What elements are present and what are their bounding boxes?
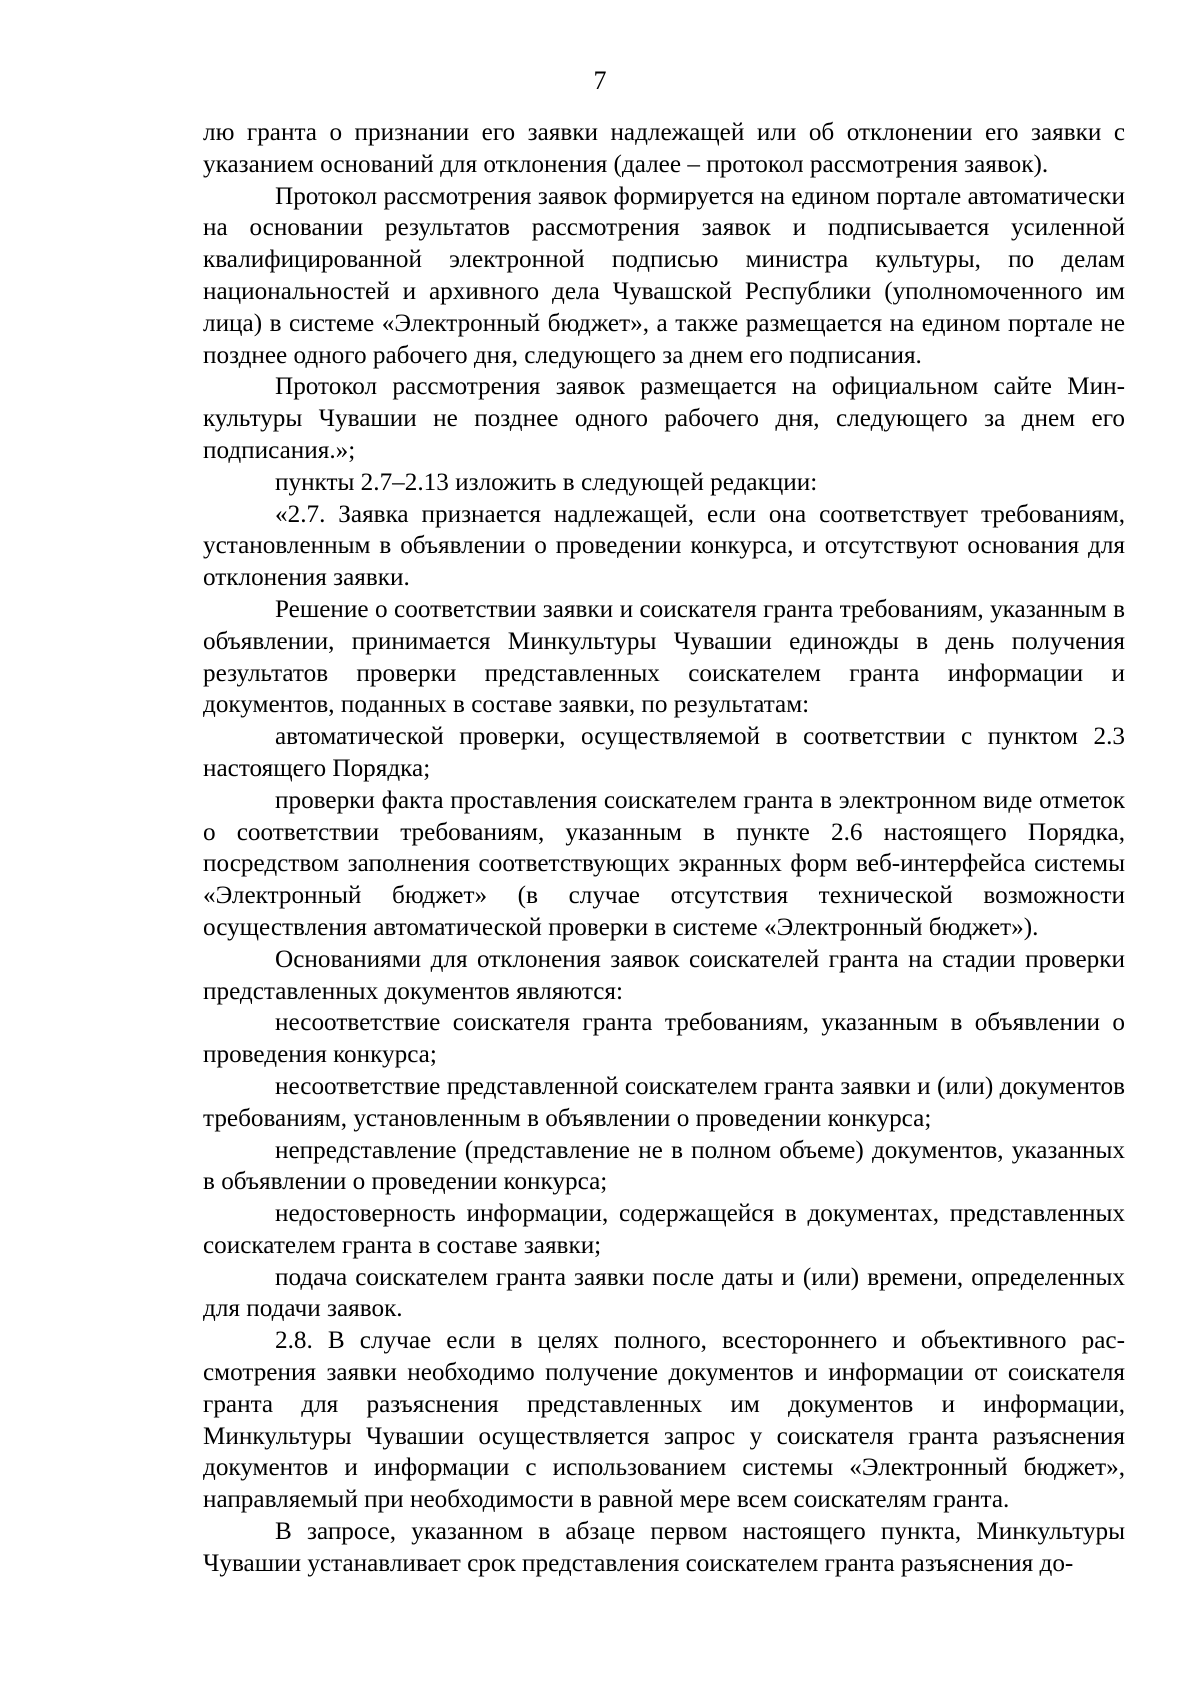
paragraph: несоответствие соискателя гранта требованиям, указанным в объявлении о проведения конкурса; — [203, 1009, 1125, 1069]
paragraph: Протокол рассмотрения заявок формируется на едином портале автоматически на основании результатов рассмотрения заявок и подписывается усиленной квалифицированной электронной подписью министра культуры, по делам национальностей и архивного дела Чувашской Республики (уполномоченного им лица) в системе «Электронный бюджет», а также размещается на едином портале не позднее одного рабочего дня, следующего за днем его подписания. — [203, 182, 1125, 369]
paragraph: подача соискателем гранта заявки после даты и (или) времени, определенных для подачи заявок. — [203, 1263, 1125, 1323]
paragraph: проверки факта проставления соискателем гранта в электронном виде отметок о соответствии требованиям, указанным в пункте 2.6 настоящего Порядка, посредством заполнения соответствующих экранных форм веб-интерфейса системы «Электронный бюджет» (в случае отсутствия технической возможности осуществления автоматической проверки в системе «Электронный бюджет»). — [203, 786, 1125, 941]
paragraph: лю гранта о признании его заявки надлежащей или об отклонении его заявки с указанием оснований для отклонения (далее – протокол рассмотрения заявок). — [203, 119, 1125, 178]
paragraph: несоответствие представленной соискателем гранта заявки и (или) документов требованиям, установленным в объявлении о проведении конкурса; — [203, 1072, 1125, 1132]
paragraph: Основаниями для отклонения заявок соискателей гранта на стадии проверки представленных документов являются: — [203, 945, 1125, 1005]
paragraph: пункты 2.7–2.13 изложить в следующей редакции: — [275, 468, 818, 496]
paragraph: недостоверность информации, содержащейся в документах, представленных соискателем гранта в составе заявки; — [203, 1200, 1125, 1259]
document-body — [203, 117, 1125, 1580]
paragraph: В запросе, указанном в абзаце первом настоящего пункта, Минкультуры Чувашии устанавливает срок представления соискателем гранта разъяснения до- — [203, 1518, 1125, 1577]
paragraph: автоматической проверки, осуществляемой в соответствии с пунктом 2.3 настоящего Порядка; — [203, 723, 1125, 782]
paragraph: Решение о соответствии заявки и соискателя гранта требованиям, указанным в объявлении, принимается Минкультуры Чувашии единожды в день получения результатов проверки представленных соискателем гранта информации и документов, поданных в составе заявки, по результатам: — [203, 595, 1125, 719]
paragraph: непредставление (представление не в полном объеме) документов, указанных в объявлении о проведении конкурса; — [203, 1136, 1125, 1196]
paragraph: 2.8. В случае если в целях полного, всестороннего и объективного рассмотрения заявки необходимо получение документов и информации от соискателя гранта для разъяснения представленных им документов и информации, Минкультуры Чувашии осуществляется запрос у соискателя гранта разъяснения документов и информации с использованием системы «Электронный бюджет», направляемый при необходимости в равной мере всем соискателям гранта. — [203, 1327, 1125, 1514]
page-number: 7 — [593, 66, 607, 95]
paragraph: Протокол рассмотрения заявок размещается на официальном сайте Минкультуры Чувашии не позднее одного рабочего дня, следующего за днем его подписания.»; — [203, 373, 1125, 464]
paragraph: «2.7. Заявка признается надлежащей, если она соответствует требованиям, установленным в объявлении о проведении конкурса, и отсутствуют основания для отклонения заявки. — [203, 500, 1125, 592]
